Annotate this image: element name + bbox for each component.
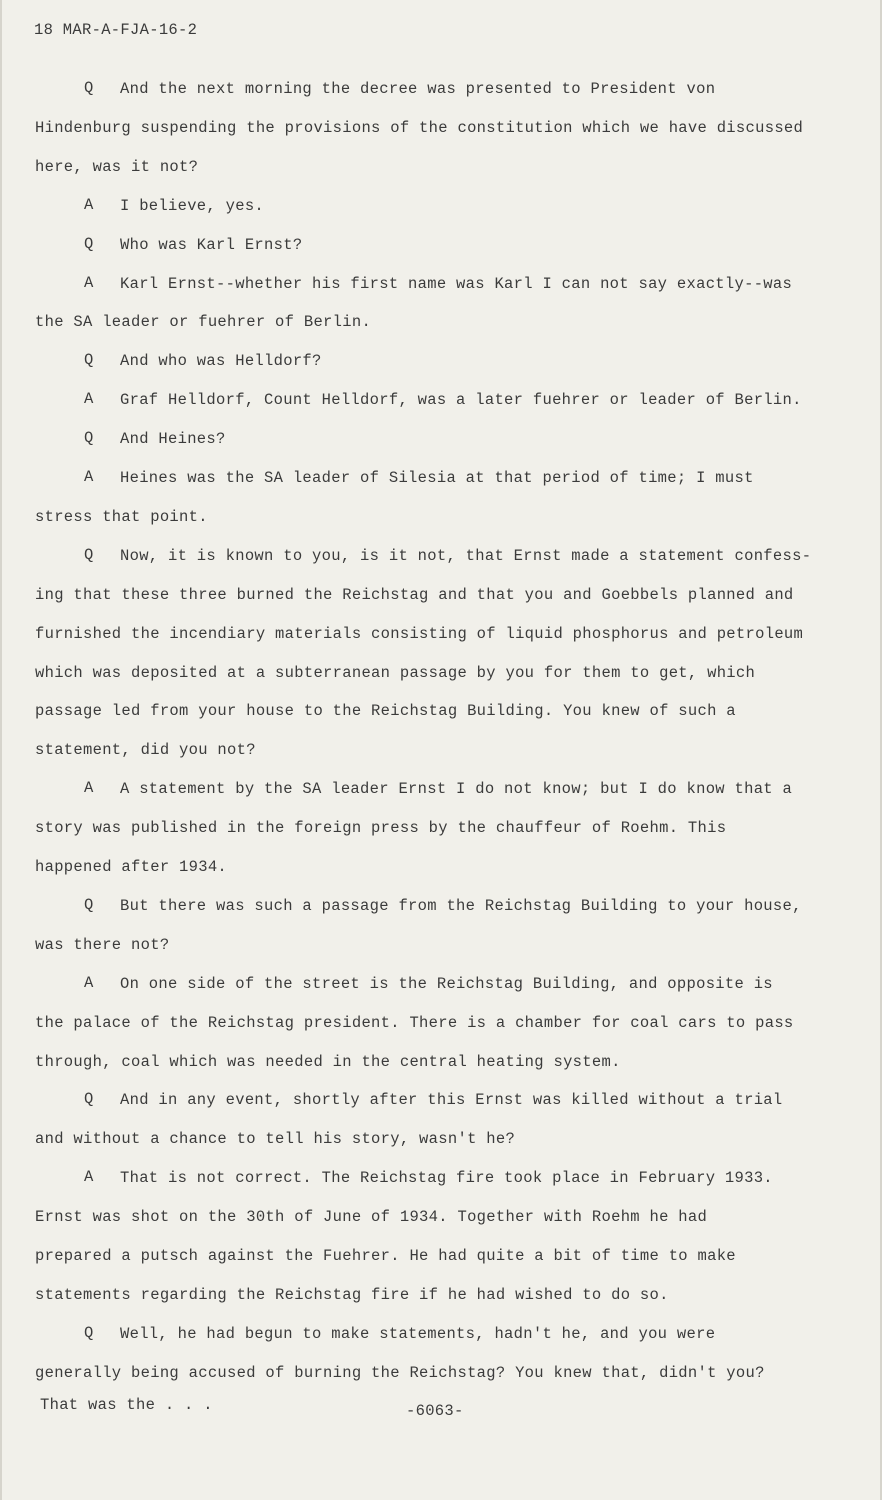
transcript-line: Hindenburg suspending the provisions of the constitution which we have discussed [35, 118, 804, 137]
transcript-line: stress that point. [35, 507, 208, 526]
transcript-line: prepared a putsch against the Fuehrer. He had quite a bit of time to make [35, 1247, 736, 1265]
speaker-label: A [84, 779, 94, 798]
transcript-line: And the next morning the decree was presented to President von [120, 80, 716, 98]
speaker-label: A [84, 195, 94, 214]
transcript-line: Well, he had begun to make statements, hadn't he, and you were [120, 1324, 716, 1343]
transcript-line: And who was Helldorf? [120, 352, 322, 371]
speaker-label: Q [84, 1323, 94, 1342]
transcript-line: statement, did you not? [35, 741, 256, 760]
transcript-line: ing that these three burned the Reichstag and that you and Goebbels planned and [35, 585, 794, 604]
speaker-label: A [84, 273, 94, 292]
speaker-label: Q [84, 895, 94, 914]
transcript-line: here, was it not? [35, 157, 199, 176]
speaker-label: A [84, 973, 94, 992]
transcript-line: was there not? [35, 935, 170, 954]
transcript-line: Graf Helldorf, Count Helldorf, was a later fuehrer or leader of Berlin. [120, 391, 802, 410]
page-number: -6063- [406, 1402, 464, 1420]
speaker-label: Q [84, 545, 94, 564]
transcript-line: But there was such a passage from the Reichstag Building to your house, [120, 896, 802, 915]
transcript-line: Karl Ernst--whether his first name was Karl I can not say exactly--was [120, 274, 793, 293]
transcript-line: And Heines? [120, 430, 226, 449]
speaker-label: Q [84, 1090, 94, 1109]
speaker-label: Q [84, 429, 94, 448]
transcript-line: Heines was the SA leader of Silesia at that period of time; I must [120, 469, 754, 487]
transcript-line: happened after 1934. [35, 858, 228, 876]
transcript-line: passage led from your house to the Reichstag Building. You knew of such a [35, 702, 736, 721]
transcript-line: Who was Karl Ernst? [120, 235, 303, 254]
speaker-label: A [84, 390, 94, 409]
transcript-line: the palace of the Reichstag president. There is a chamber for coal cars to pass [35, 1013, 794, 1032]
speaker-label: Q [84, 351, 94, 370]
transcript-line: I believe, yes. [120, 196, 265, 215]
transcript-line: and without a chance to tell his story, wasn't he? [35, 1130, 516, 1149]
transcript-line: On one side of the street is the Reichstag Building, and opposite is [120, 974, 773, 993]
transcript-line: A statement by the SA leader Ernst I do not know; but I do know that a [120, 780, 793, 799]
speaker-label: Q [84, 234, 94, 253]
transcript-line: the SA leader or fuehrer of Berlin. [35, 313, 372, 332]
document-reference-header: 18 MAR-A-FJA-16-2 [34, 21, 198, 39]
transcript-line: statements regarding the Reichstag fire if he had wished to do so. [35, 1285, 669, 1304]
transcript-line: And in any event, shortly after this Ernst was killed without a trial [120, 1091, 783, 1110]
transcript-line: which was deposited at a subterranean passage by you for them to get, which [35, 663, 756, 682]
transcript-line: through, coal which was needed in the central heating system. [35, 1052, 621, 1071]
speaker-label: A [84, 468, 94, 486]
speaker-label: A [84, 1168, 94, 1187]
transcript-line: Now, it is known to you, is it not, that Ernst made a statement confess- [120, 546, 812, 565]
continuation-text: That was the . . . [40, 1396, 213, 1414]
transcript-line: generally being accused of burning the Reichstag? You knew that, didn't you? [35, 1363, 765, 1382]
transcript-line: story was published in the foreign press by the chauffeur of Roehm. This [35, 819, 727, 838]
speaker-label: Q [84, 79, 94, 97]
transcript-line: That is not correct. The Reichstag fire took place in February 1933. [120, 1169, 773, 1188]
transcript-line: furnished the incendiary materials consisting of liquid phosphorus and petroleum [35, 624, 804, 643]
transcript-line: Ernst was shot on the 30th of June of 1934. Together with Roehm he had [35, 1208, 708, 1227]
